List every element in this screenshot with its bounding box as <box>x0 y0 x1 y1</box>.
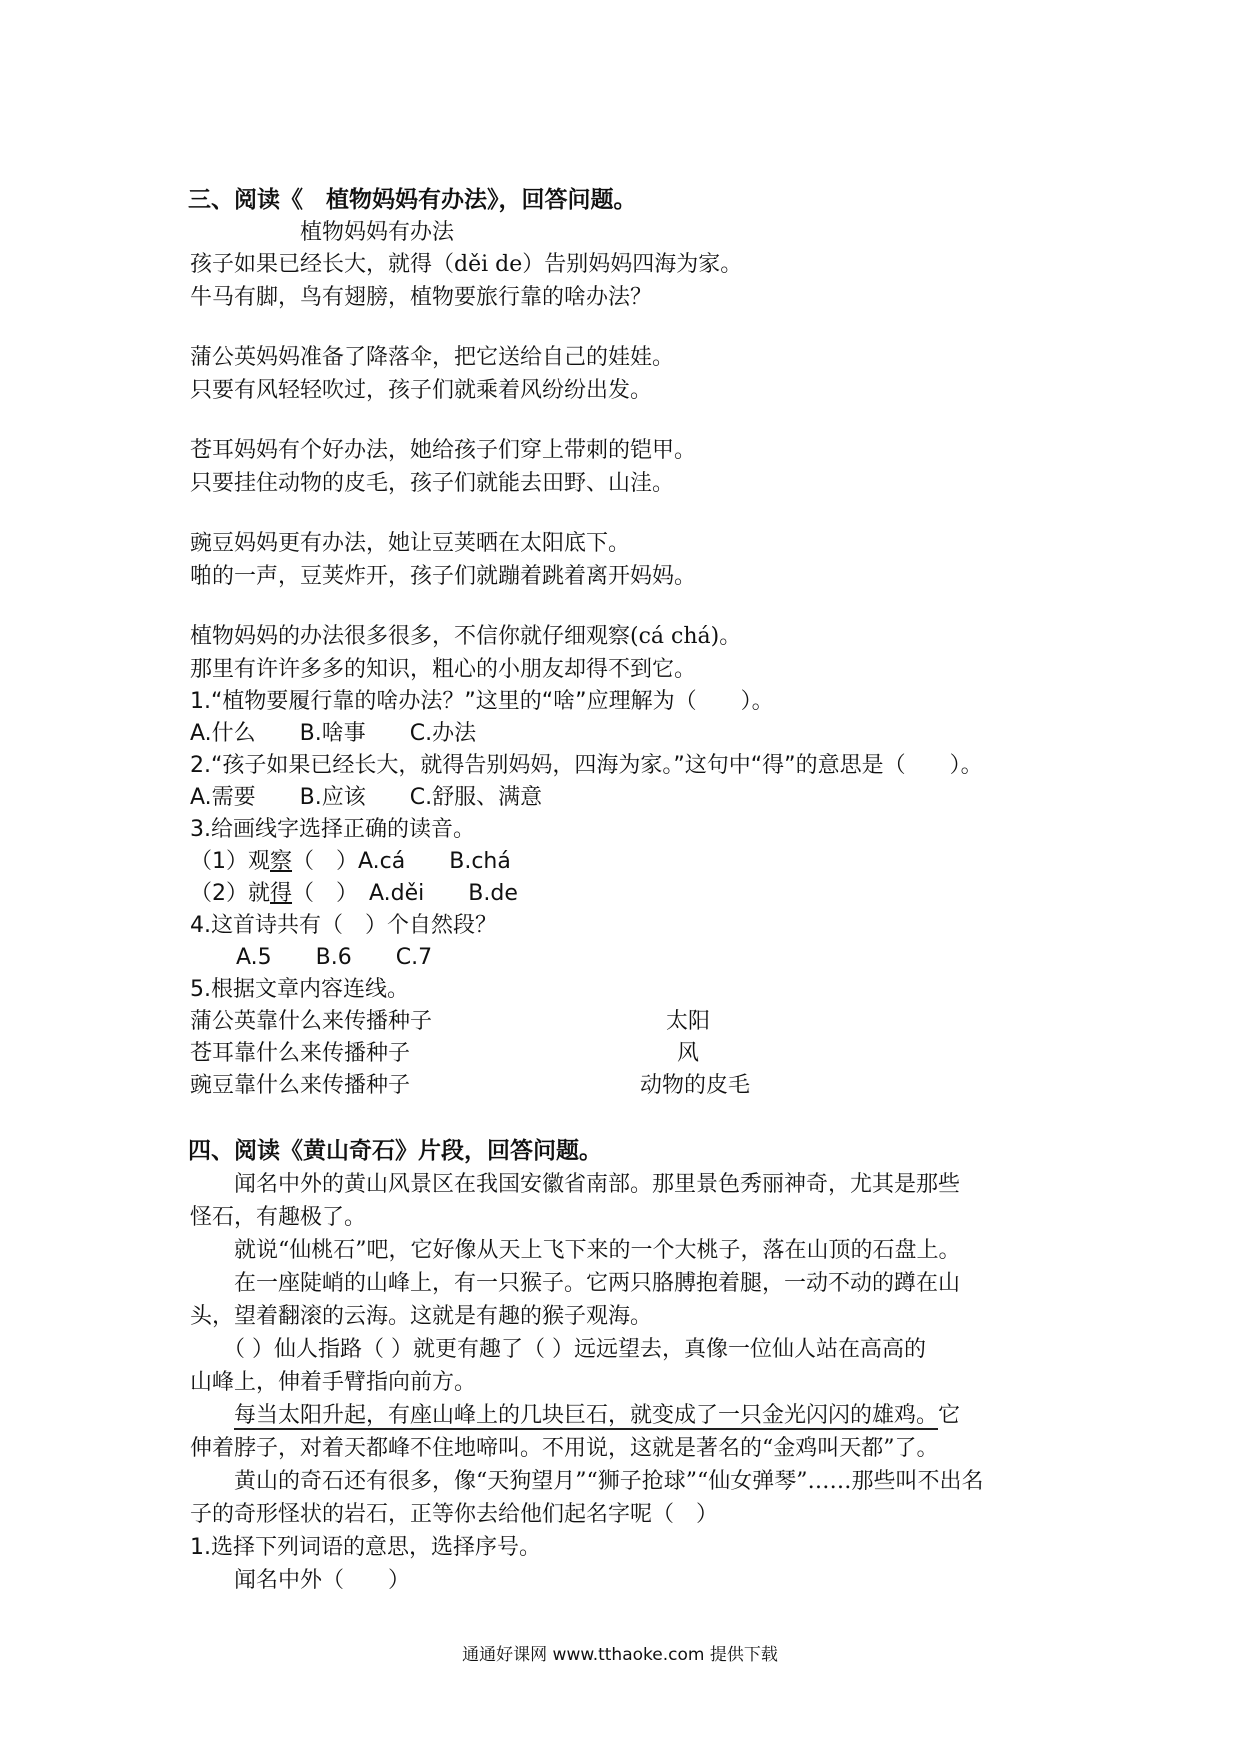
question-2-options: A.需要 B.应该 C.舒服、满意 <box>190 785 543 810</box>
poem-line: 植物妈妈的办法很多很多，不信你就仔细观察(cá chá)。 <box>190 624 742 649</box>
footer: 通通好课网 www.tthaoke.com 提供下载 <box>462 1645 778 1665</box>
question-2: 2.“孩子如果已经长大，就得告别妈妈，四海为家。”这句中“得”的意思是（ ）。 <box>190 753 983 778</box>
section3-heading: 三、阅读《 植物妈妈有办法》，回答问题。 <box>188 187 637 213</box>
question-3-item-2 <box>190 879 518 909</box>
poem-line: 牛马有脚，鸟有翅膀，植物要旅行靠的啥办法？ <box>190 285 653 310</box>
question-3-item-1 <box>190 847 511 877</box>
passage-line: 闻名中外的黄山风景区在我国安徽省南部。那里景色秀丽神奇，尤其是那些 <box>190 1172 961 1197</box>
section4-question-1-item: 闻名中外（ ） <box>190 1568 411 1593</box>
underlined-tail: 它 <box>938 1403 961 1428</box>
passage-line: 头，望着翻滚的云海。这就是有趣的猴子观海。 <box>190 1304 653 1329</box>
passage-line: （ ）仙人指路（ ）就更有趣了（ ）远远望去，真像一位仙人站在高高的 <box>190 1337 926 1362</box>
q3-2-underlined-char: 得 <box>270 881 293 906</box>
poem-line: 蒲公英妈妈准备了降落伞，把它送给自己的娃娃。 <box>190 345 675 370</box>
poem-line: 孩子如果已经长大，就得（děi de）告别妈妈四海为家。 <box>190 252 743 277</box>
poem-line: 豌豆妈妈更有办法，她让豆荚晒在太阳底下。 <box>190 531 631 556</box>
poem-line: 苍耳妈妈有个好办法，她给孩子们穿上带刺的铠甲。 <box>190 438 697 463</box>
question-3: 3.给画线字选择正确的读音。 <box>190 817 475 842</box>
passage-line: 就说“仙桃石”吧，它好像从天上飞下来的一个大桃子，落在山顶的石盘上。 <box>190 1238 961 1263</box>
question-4-options: A.5 B.6 C.7 <box>236 945 433 970</box>
section4-heading: 四、阅读《黄山奇石》片段，回答问题。 <box>188 1138 602 1164</box>
passage-line: 伸着脖子，对着天都峰不住地啼叫。不用说，这就是著名的“金鸡叫天都”了。 <box>190 1436 939 1461</box>
match-left-item: 苍耳靠什么来传播种子 <box>190 1041 411 1066</box>
underlined-sentence: 每当太阳升起，有座山峰上的几块巨石，就变成了一只金光闪闪的雄鸡。 <box>234 1403 939 1428</box>
match-right-item: 太阳 <box>666 1009 711 1034</box>
q3-1-underlined-char: 察 <box>270 849 293 874</box>
passage-line: 怪石，有趣极了。 <box>190 1205 367 1230</box>
section4-question-1: 1.选择下列词语的意思，选择序号。 <box>190 1535 541 1560</box>
passage-line: 黄山的奇石还有很多，像“天狗望月”“狮子抢球”“仙女弹琴”……那些叫不出名 <box>190 1469 984 1494</box>
match-right-item: 动物的皮毛 <box>640 1073 751 1098</box>
question-4: 4.这首诗共有（ ）个自然段？ <box>190 913 497 938</box>
poem-line: 只要挂住动物的皮毛，孩子们就能去田野、山洼。 <box>190 471 675 496</box>
poem-title: 植物妈妈有办法 <box>300 220 455 245</box>
match-left-item: 豌豆靠什么来传播种子 <box>190 1073 411 1098</box>
passage-line: 在一座陡峭的山峰上，有一只猴子。它两只胳膊抱着腿，一动不动的蹲在山 <box>190 1271 961 1296</box>
question-1-options: A.什么 B.啥事 C.办法 <box>190 721 477 746</box>
passage-line: 山峰上，伸着手臂指向前方。 <box>190 1370 477 1395</box>
q3-2-prefix: （2）就 <box>190 881 270 906</box>
match-right-item: 风 <box>677 1041 700 1066</box>
q3-1-suffix: （ ）A.cá B.chá <box>292 849 511 874</box>
question-5: 5.根据文章内容连线。 <box>190 977 409 1002</box>
q3-2-suffix: （ ） A.děi B.de <box>292 881 518 906</box>
poem-line: 啪的一声，豆荚炸开，孩子们就蹦着跳着离开妈妈。 <box>190 564 697 589</box>
poem-line: 那里有许许多多的知识，粗心的小朋友却得不到它。 <box>190 657 697 682</box>
question-1: 1.“植物要履行靠的啥办法？”这里的“啥”应理解为（ ）。 <box>190 689 774 714</box>
passage-line: 子的奇形怪状的岩石，正等你去给他们起名字呢（ ） <box>190 1502 719 1527</box>
match-left-item: 蒲公英靠什么来传播种子 <box>190 1009 433 1034</box>
q3-1-prefix: （1）观 <box>190 849 270 874</box>
poem-line: 只要有风轻轻吹过，孩子们就乘着风纷纷出发。 <box>190 378 653 403</box>
passage-line-underlined <box>190 1401 960 1431</box>
